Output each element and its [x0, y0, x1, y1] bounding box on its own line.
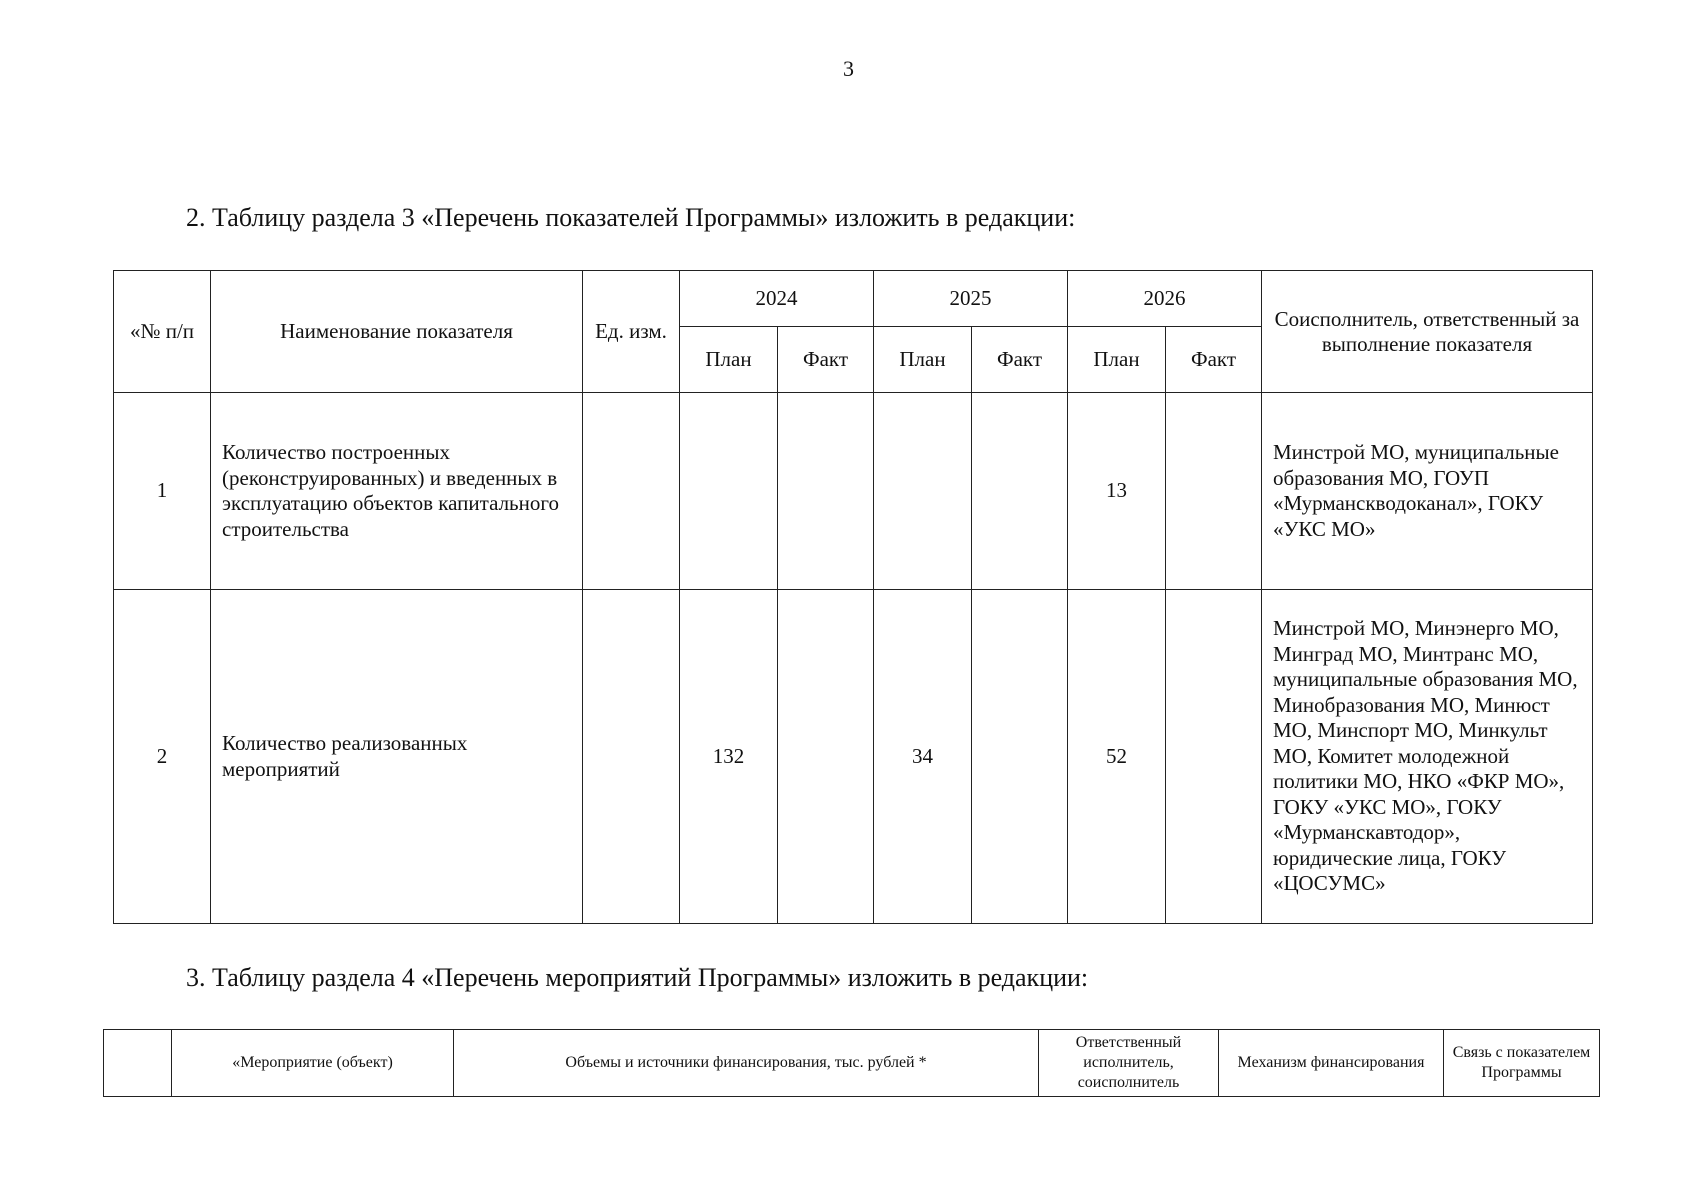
section-3-heading: 3. Таблицу раздела 4 «Перечень мероприятий Программы» изложить в редакции:	[186, 963, 1089, 992]
header-year-2024: 2024	[680, 271, 874, 327]
header-unit: Ед. изм.	[583, 271, 680, 393]
row-num: 2	[114, 590, 211, 924]
row-indicator-name: Количество реализованных мероприятий	[211, 590, 583, 924]
header-num: «№ п/п	[114, 271, 211, 393]
events-table	[103, 1029, 1600, 1097]
header-executor: Ответственный исполнитель, соисполнитель	[1039, 1030, 1219, 1097]
page-number: 3	[843, 56, 854, 81]
row-fact-2025	[972, 590, 1068, 924]
row-indicator-name: Количество построенных (реконструированных) и введенных в эксплуатацию объектов капитального строительства	[211, 393, 583, 590]
header-responsible: Соисполнитель, ответственный за выполнение показателя	[1262, 271, 1593, 393]
indicators-table	[113, 270, 1593, 924]
header-indicator-link: Связь с показателем Программы	[1444, 1030, 1600, 1097]
header-fact-2024: Факт	[778, 327, 874, 393]
section-2-heading: 2. Таблицу раздела 3 «Перечень показателей Программы» изложить в редакции:	[186, 203, 1076, 232]
header-plan-2024: План	[680, 327, 778, 393]
row-plan-2024: 132	[680, 590, 778, 924]
table-row	[114, 393, 1593, 590]
row-fact-2024	[778, 590, 874, 924]
header-indicator-name: Наименование показателя	[211, 271, 583, 393]
table-header-row	[114, 271, 1593, 327]
row-plan-2025	[874, 393, 972, 590]
header-event: «Мероприятие (объект)	[172, 1030, 454, 1097]
row-fact-2026	[1166, 590, 1262, 924]
header-year-2025: 2025	[874, 271, 1068, 327]
row-fact-2024	[778, 393, 874, 590]
row-unit	[583, 590, 680, 924]
header-fact-2025: Факт	[972, 327, 1068, 393]
row-plan-2026: 13	[1068, 393, 1166, 590]
row-plan-2025: 34	[874, 590, 972, 924]
row-plan-2024	[680, 393, 778, 590]
header-blank	[104, 1030, 172, 1097]
row-fact-2025	[972, 393, 1068, 590]
row-fact-2026	[1166, 393, 1262, 590]
row-plan-2026: 52	[1068, 590, 1166, 924]
header-mechanism: Механизм финансирования	[1219, 1030, 1444, 1097]
row-unit	[583, 393, 680, 590]
header-year-2026: 2026	[1068, 271, 1262, 327]
header-plan-2025: План	[874, 327, 972, 393]
row-responsible: Минстрой МО, муниципальные образования МО, ГОУП «Мурманскводоканал», ГОКУ «УКС МО»	[1262, 393, 1593, 590]
row-num: 1	[114, 393, 211, 590]
row-responsible: Минстрой МО, Минэнерго МО, Минград МО, Минтранс МО, муниципальные образования МО, Минобразования МО, Минюст МО, Минспорт МО, Минкульт МО, Комитет молодежной политики МО, НКО «ФКР МО», ГОКУ «УКС МО», ГОКУ «Мурманскавтодор», юридические лица, ГОКУ «ЦОСУМС»	[1262, 590, 1593, 924]
header-funding: Объемы и источники финансирования, тыс. рублей *	[454, 1030, 1039, 1097]
header-fact-2026: Факт	[1166, 327, 1262, 393]
table-row	[114, 590, 1593, 924]
table-header-row	[104, 1030, 1600, 1097]
header-plan-2026: План	[1068, 327, 1166, 393]
